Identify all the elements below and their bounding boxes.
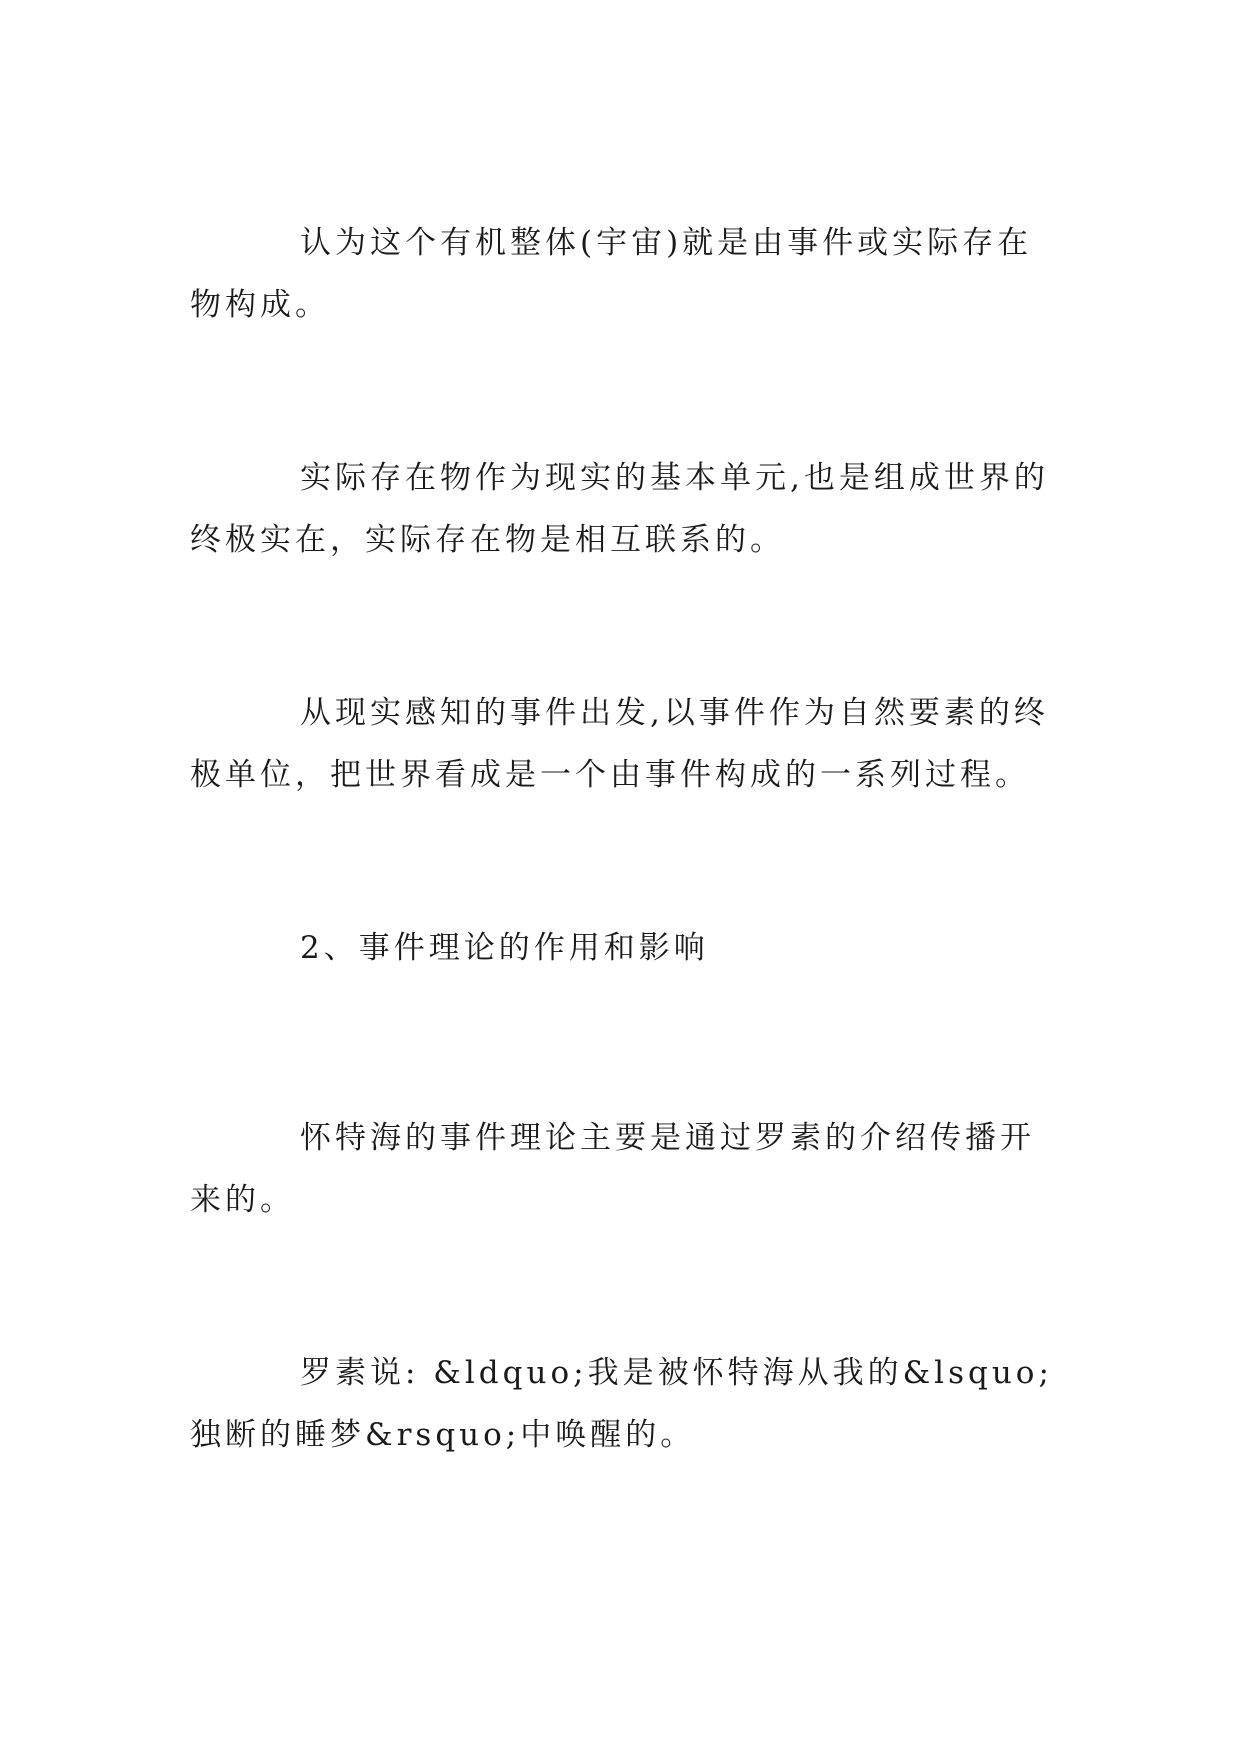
section-heading: 2、事件理论的作用和影响 xyxy=(300,930,709,966)
paragraph-1: 认为这个有机整体(宇宙)就是由事件或实际存在物构成。 xyxy=(190,225,1033,323)
paragraph-4: 怀特海的事件理论主要是通过罗素的介绍传播开来的。 xyxy=(190,1120,1035,1218)
paragraph-3: 从现实感知的事件出发,以事件作为自然要素的终极单位，把世界看成是一个由事件构成的一系列过程。 xyxy=(190,695,1049,793)
paragraph-2: 实际存在物作为现实的基本单元,也是组成世界的终极实在，实际存在物是相互联系的。 xyxy=(190,460,1049,558)
paragraph-5: 罗素说: &ldquo;我是被怀特海从我的&lsquo;独断的睡梦&rsquo;中唤醒的。 xyxy=(190,1355,1053,1453)
